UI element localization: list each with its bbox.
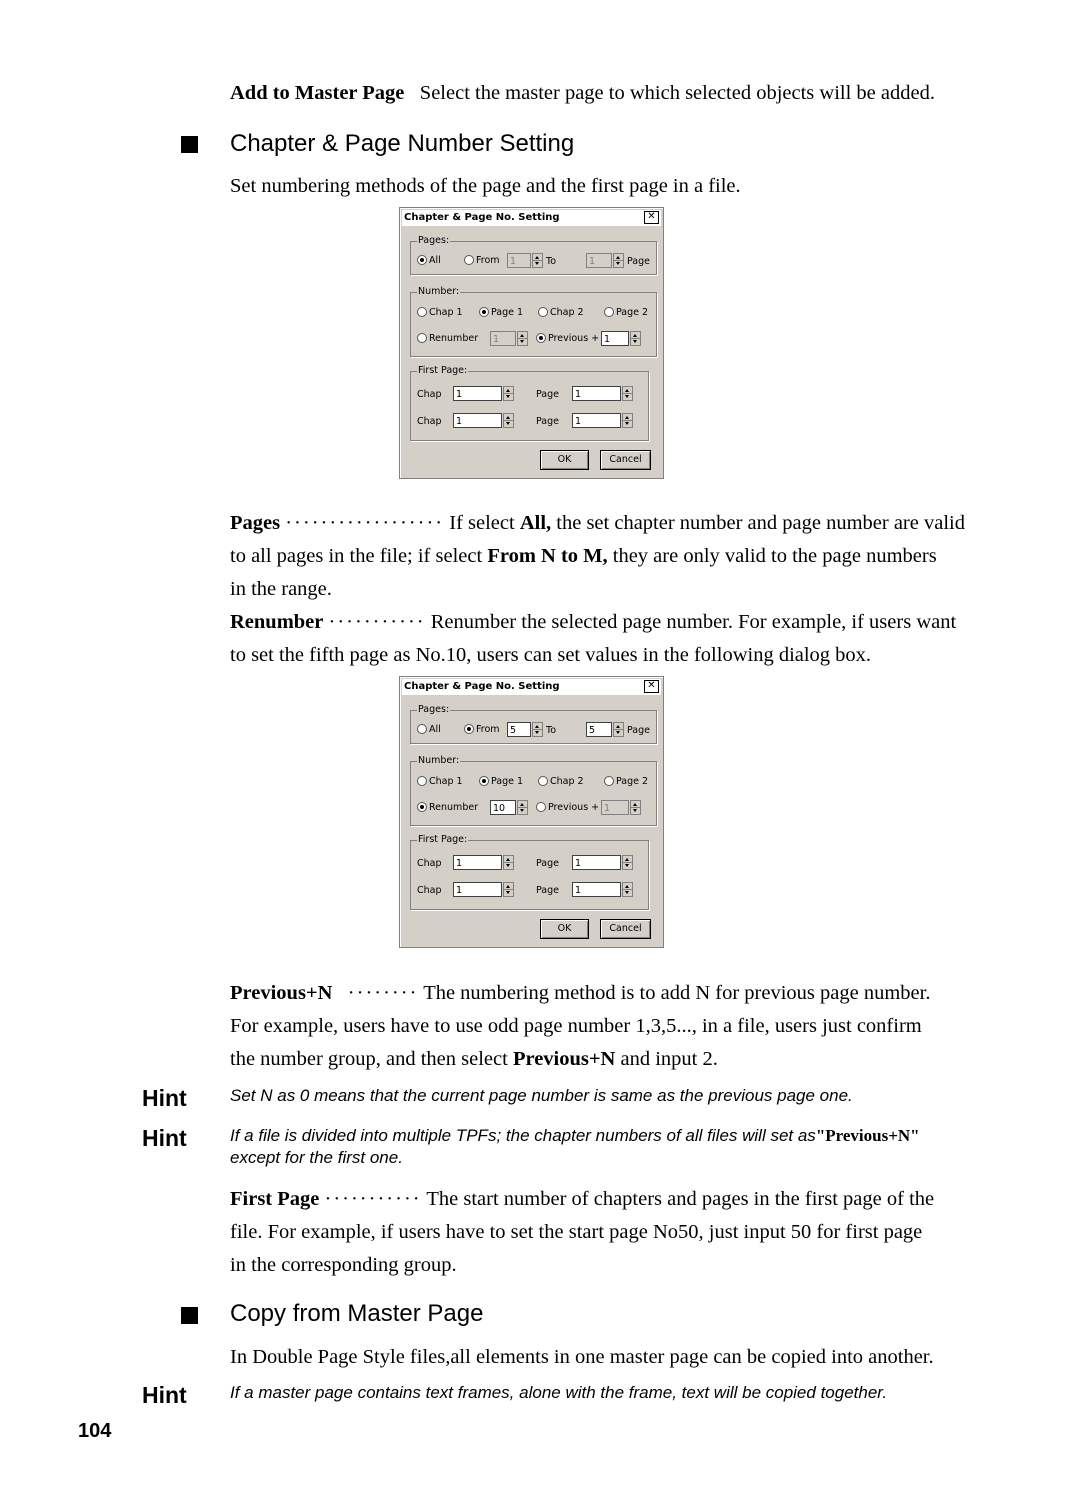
pages-group <box>410 704 657 744</box>
hint2-bold: "Previous+N" <box>815 1126 920 1145</box>
radio-from[interactable]: From <box>464 255 500 267</box>
previous-term: Previous+N <box>230 982 333 1004</box>
radio-page1[interactable]: Page 1 <box>479 307 523 319</box>
number-group <box>410 286 657 357</box>
page-label-2: Page <box>536 885 559 896</box>
pages-text-2: the set chapter number and page number are valid <box>551 512 965 534</box>
intro-term: Add to Master Page <box>230 82 405 104</box>
first-page-group <box>410 365 649 441</box>
renumber-spinner[interactable] <box>517 800 528 815</box>
number-group-label: Number: <box>418 286 460 297</box>
previous-input[interactable]: 1 <box>601 331 629 346</box>
chap-label-2: Chap <box>417 885 442 896</box>
radio-renumber[interactable]: Renumber <box>417 333 478 345</box>
page-input-1[interactable]: 1 <box>572 855 621 870</box>
pages-line3: in the range. <box>230 578 332 600</box>
chap-input-2[interactable]: 1 <box>453 413 502 428</box>
dialog-title: Chapter & Page No. Setting <box>402 679 661 695</box>
dialog-title: Chapter & Page No. Setting <box>402 210 661 226</box>
pages-paragraph <box>230 507 990 606</box>
radio-chap1[interactable]: Chap 1 <box>417 307 463 319</box>
chap-label-1: Chap <box>417 389 442 400</box>
section-bullet <box>181 1307 198 1324</box>
section-heading-copy-master: Copy from Master Page <box>230 1300 484 1327</box>
page-spinner-2[interactable] <box>622 413 633 428</box>
radio-from[interactable]: From <box>464 724 500 736</box>
pages-text-1: If select <box>449 512 520 534</box>
radio-previous[interactable]: Previous + <box>536 802 599 814</box>
ok-button[interactable]: OK <box>540 450 589 470</box>
chap-label-2: Chap <box>417 416 442 427</box>
hint-label-1: Hint <box>142 1085 187 1111</box>
radio-previous[interactable]: Previous + <box>536 333 599 345</box>
pages-bold-from: From N to M, <box>487 545 608 567</box>
radio-chap2[interactable]: Chap 2 <box>538 776 584 788</box>
close-icon[interactable]: ✕ <box>644 211 659 224</box>
close-icon[interactable]: ✕ <box>644 680 659 693</box>
pages-dots: ·················· <box>285 512 445 534</box>
hint2-text-a: If a file is divided into multiple TPFs; the chapter numbers of all files will set as <box>230 1126 816 1145</box>
to-input[interactable]: 5 <box>586 722 612 737</box>
page-spinner-1[interactable] <box>622 386 633 401</box>
radio-page2[interactable]: Page 2 <box>604 307 648 319</box>
section-intro: Set numbering methods of the page and the first page in a file. <box>230 175 741 197</box>
previous-bold: Previous+N <box>512 1048 616 1070</box>
renumber-term: Renumber <box>230 611 324 633</box>
renumber-line2: to set the fifth page as No.10, users can set values in the following dialog box. <box>230 644 872 666</box>
previous-dots: ········ <box>347 982 419 1004</box>
hint-text-3: If a master page contains text frames, alone with the frame, text will be copied together. <box>230 1383 888 1402</box>
ok-button[interactable]: OK <box>540 919 589 939</box>
renumber-dots: ··········· <box>328 611 426 633</box>
first-page-group-label: First Page: <box>418 365 468 376</box>
previous-line3a: the number group, and then select <box>230 1048 513 1070</box>
renumber-paragraph <box>230 606 990 672</box>
first-page-text-1: The start number of chapters and pages in the first page of the <box>426 1188 935 1210</box>
page-number: 104 <box>78 1420 112 1442</box>
number-group-label: Number: <box>418 755 460 766</box>
chap-spinner-2[interactable] <box>503 413 514 428</box>
number-group <box>410 755 657 826</box>
first-page-group-label: First Page: <box>418 834 468 845</box>
page-input-1[interactable]: 1 <box>572 386 621 401</box>
from-spinner[interactable] <box>532 722 543 737</box>
first-page-line3: in the corresponding group. <box>230 1254 457 1276</box>
chap-label-1: Chap <box>417 858 442 869</box>
radio-renumber[interactable]: Renumber <box>417 802 478 814</box>
hint-label-2: Hint <box>142 1125 187 1151</box>
previous-input[interactable]: 1 <box>601 800 629 815</box>
section-heading-chapter-page: Chapter & Page Number Setting <box>230 130 575 157</box>
to-input[interactable]: 1 <box>586 253 612 268</box>
first-page-line2: file. For example, if users have to set the start page No50, just input 50 for first page <box>230 1221 923 1243</box>
cancel-button[interactable]: Cancel <box>600 450 651 470</box>
previous-spinner[interactable] <box>630 800 641 815</box>
hint-text-2 <box>230 1125 1000 1169</box>
radio-all[interactable]: All <box>417 255 441 267</box>
hint2-text-b: except for the first one. <box>230 1148 403 1167</box>
radio-page1[interactable]: Page 1 <box>479 776 523 788</box>
previous-line2: For example, users have to use odd page number 1,3,5..., in a file, users just confirm <box>230 1015 922 1037</box>
pages-group-label: Pages: <box>418 704 450 715</box>
radio-all[interactable]: All <box>417 724 441 736</box>
pages-line2b: they are only valid to the page numbers <box>607 545 937 567</box>
page-label: Page <box>627 256 650 267</box>
section-bullet <box>181 136 198 153</box>
previous-spinner[interactable] <box>630 331 641 346</box>
chap-spinner-1[interactable] <box>503 855 514 870</box>
page-label-1: Page <box>536 858 559 869</box>
pages-term: Pages <box>230 512 281 534</box>
chap-spinner-1[interactable] <box>503 386 514 401</box>
first-page-dots: ··········· <box>324 1188 422 1210</box>
page-spinner-2[interactable] <box>622 882 633 897</box>
hint-text-1: Set N as 0 means that the current page number is same as the previous page one. <box>230 1086 853 1105</box>
previous-paragraph <box>230 977 990 1076</box>
renumber-spinner[interactable] <box>517 331 528 346</box>
pages-group-label: Pages: <box>418 235 450 246</box>
radio-chap1[interactable]: Chap 1 <box>417 776 463 788</box>
from-input[interactable]: 1 <box>507 253 531 268</box>
from-input[interactable]: 5 <box>507 722 531 737</box>
section2-intro: In Double Page Style files,all elements in one master page can be copied into another. <box>230 1346 934 1368</box>
chap-input-1[interactable]: 1 <box>453 386 502 401</box>
to-label: To <box>546 725 557 736</box>
chap-input-2[interactable]: 1 <box>453 882 502 897</box>
renumber-input[interactable]: 10 <box>490 800 516 815</box>
chapter-page-dialog-2 <box>399 676 664 948</box>
radio-chap2[interactable]: Chap 2 <box>538 307 584 319</box>
previous-text-1: The numbering method is to add N for previous page number. <box>423 982 931 1004</box>
first-page-paragraph <box>230 1183 990 1282</box>
previous-line3b: and input 2. <box>615 1048 718 1070</box>
page-label-1: Page <box>536 389 559 400</box>
first-page-group <box>410 834 649 910</box>
renumber-text-1: Renumber the selected page number. For example, if users want <box>430 611 957 633</box>
hint-label-3: Hint <box>142 1382 187 1408</box>
chap-spinner-2[interactable] <box>503 882 514 897</box>
page-input-2[interactable]: 1 <box>572 882 621 897</box>
from-spinner[interactable] <box>532 253 543 268</box>
renumber-input[interactable]: 1 <box>490 331 516 346</box>
intro-line <box>230 77 935 110</box>
page-input-2[interactable]: 1 <box>572 413 621 428</box>
page-spinner-1[interactable] <box>622 855 633 870</box>
pages-bold-all: All, <box>519 512 552 534</box>
radio-page2[interactable]: Page 2 <box>604 776 648 788</box>
pages-group <box>410 235 657 275</box>
page-label: Page <box>627 725 650 736</box>
to-spinner[interactable] <box>613 253 624 268</box>
to-spinner[interactable] <box>613 722 624 737</box>
first-page-term: First Page <box>230 1188 320 1210</box>
intro-desc: Select the master page to which selected objects will be added. <box>419 82 935 104</box>
page-label-2: Page <box>536 416 559 427</box>
pages-line2a: to all pages in the file; if select <box>230 545 488 567</box>
cancel-button[interactable]: Cancel <box>600 919 651 939</box>
chap-input-1[interactable]: 1 <box>453 855 502 870</box>
chapter-page-dialog-1 <box>399 207 664 479</box>
to-label: To <box>546 256 557 267</box>
